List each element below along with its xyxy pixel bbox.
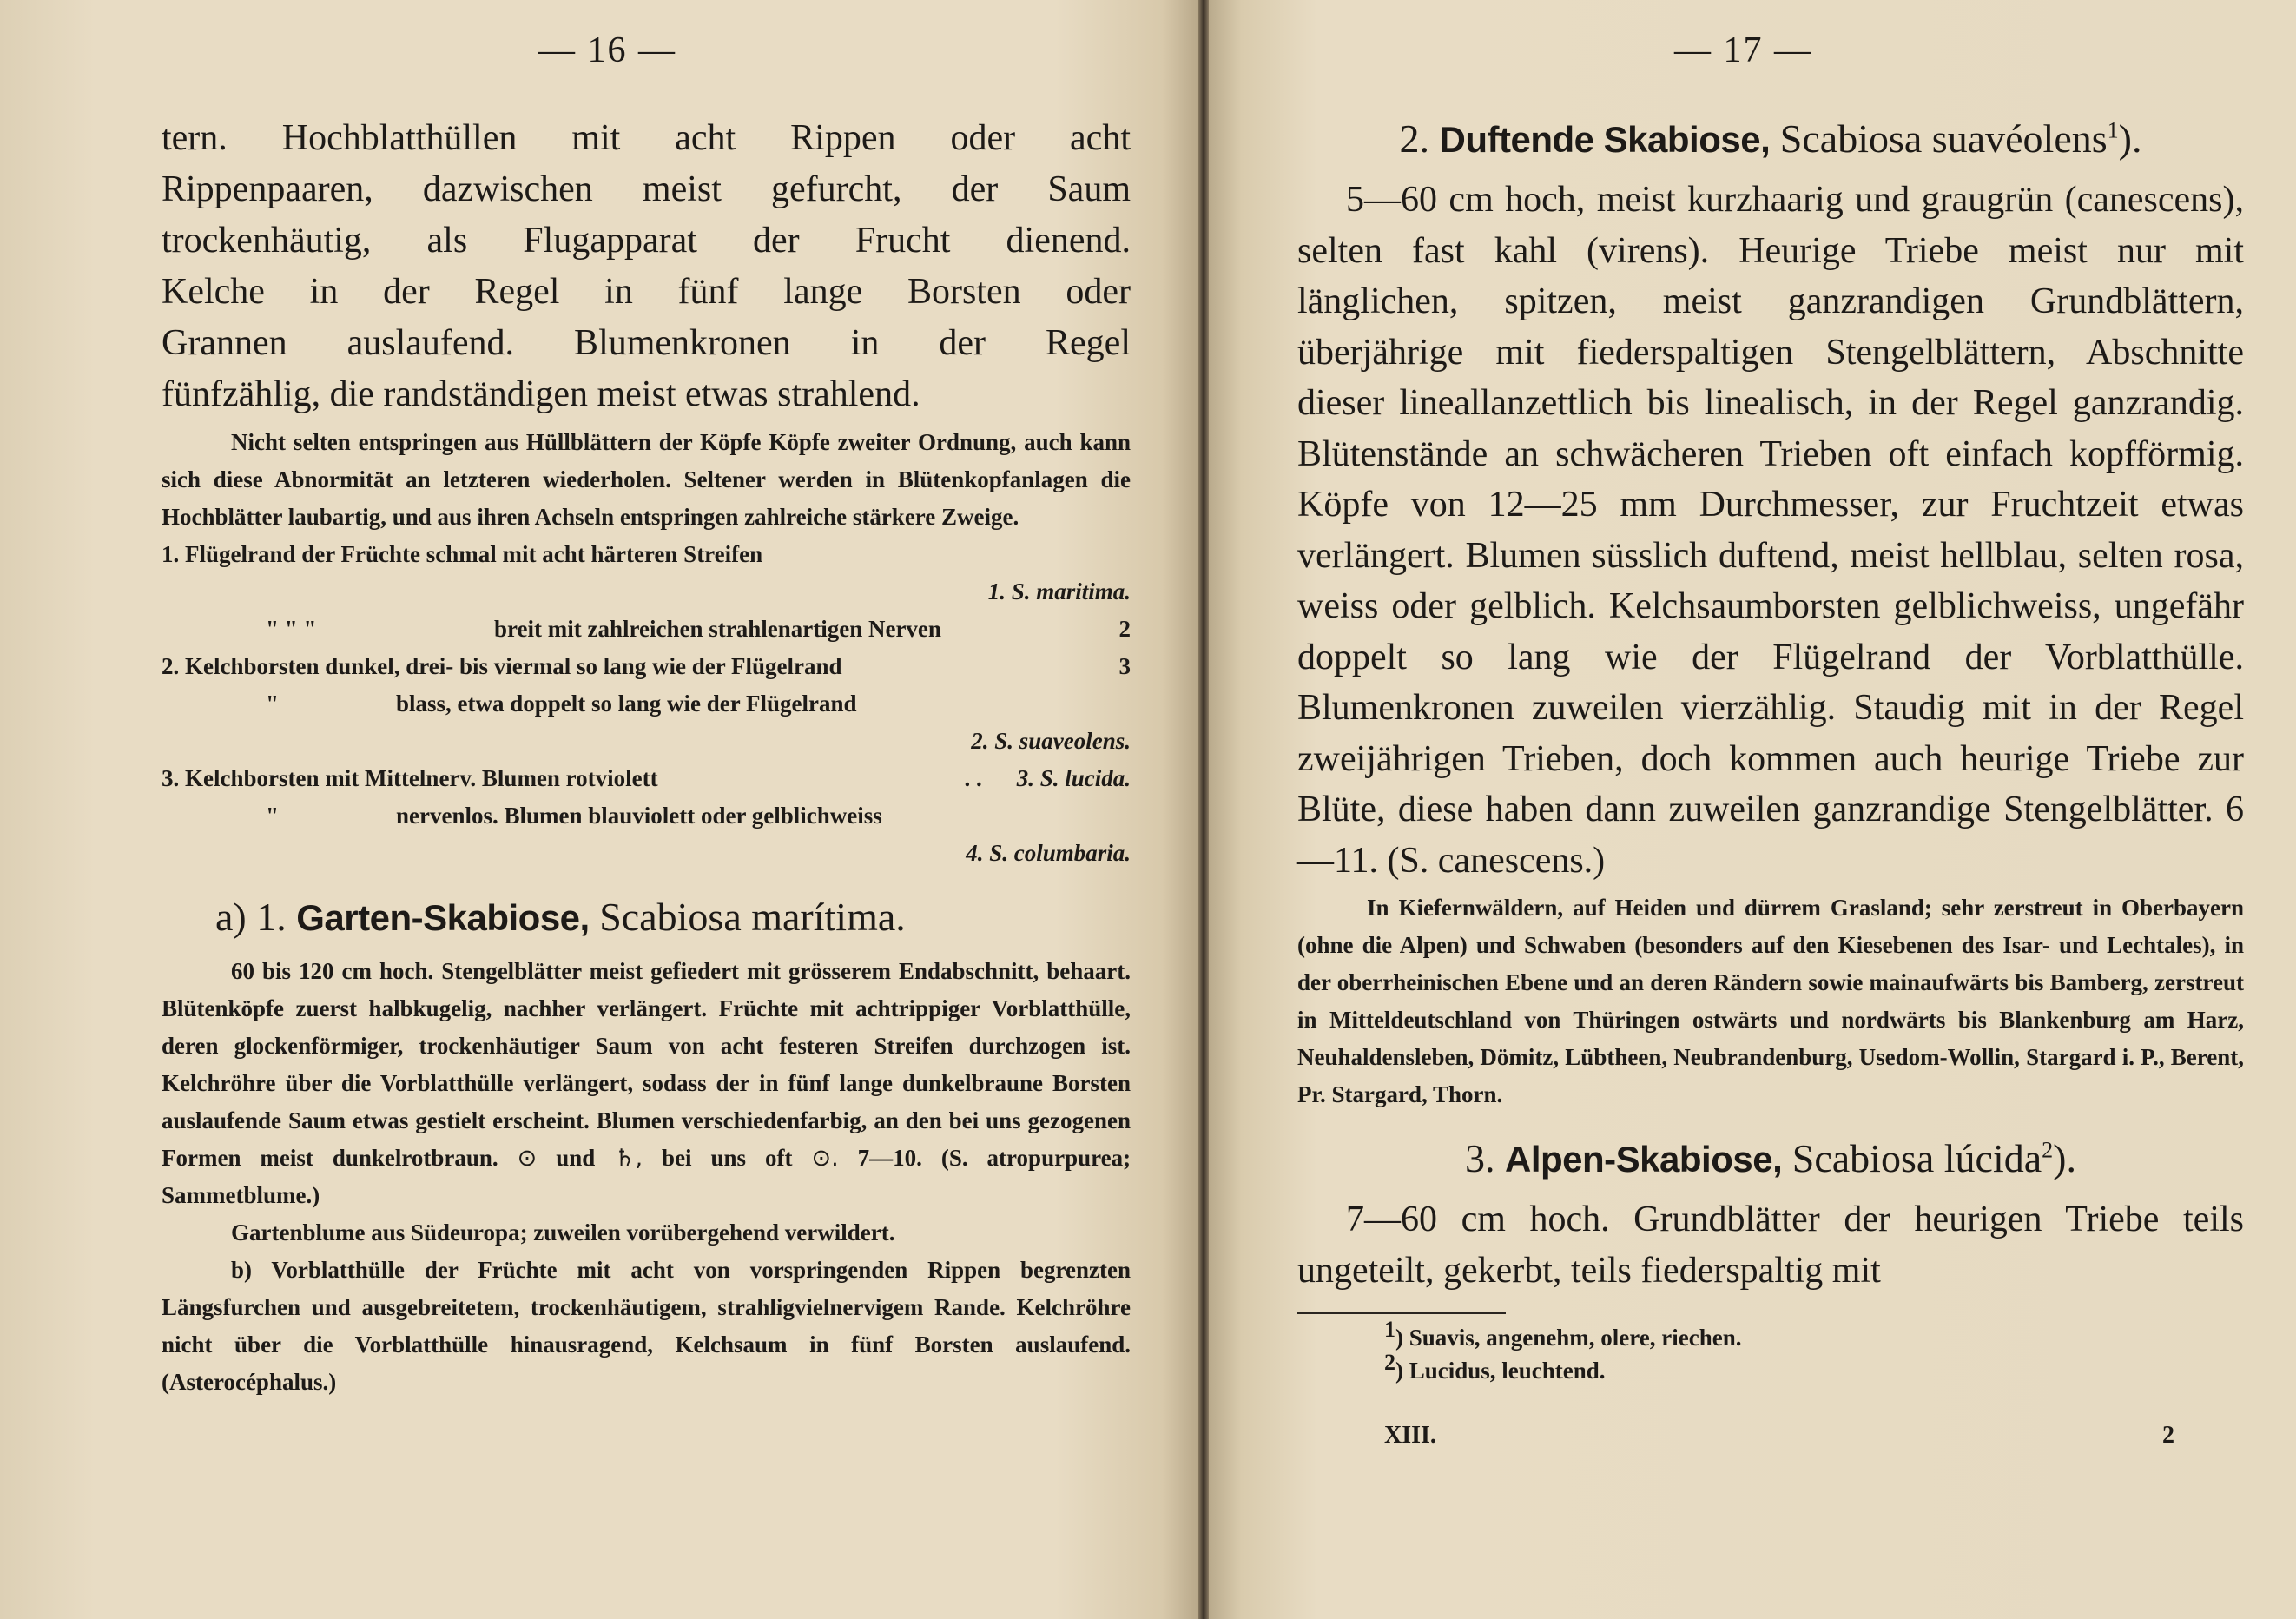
heading-number: 3. xyxy=(1464,1136,1495,1180)
intro-line: Kelche in der Regel in fünf lange Borsten oder xyxy=(162,272,1131,312)
footnote-text: ) Lucidus, leuchtend. xyxy=(1395,1358,1606,1384)
perennial-symbol-icon: ♄, xyxy=(614,1145,643,1172)
annual-symbol-icon: ⊙ xyxy=(517,1145,538,1172)
heading-suffix: ). xyxy=(2118,116,2142,161)
intro-line: fünfzählig, die randständigen meist etwas strahlend. xyxy=(162,374,920,414)
heading-name: Duftende Skabiose, xyxy=(1439,119,1771,160)
abnormity-note: Nicht selten entspringen aus Hüllblättern der Köpfe Köpfe zweiter Ordnung, auch kann sich diese Abnormität an letzteren wiederholen. Seltener werden in Blütenkopfanlagen die Hochblätter laubartig, und aus ihren Achseln entspringen zahlreiche stärkere Zweige. xyxy=(162,429,1131,530)
maritima-origin: Gartenblume aus Südeuropa; zuweilen vorübergehend verwildert. xyxy=(231,1219,895,1246)
key-result: 3. S. lucida. xyxy=(1016,765,1131,791)
footnote-divider xyxy=(1297,1312,1506,1314)
key-result: 2. S. suaveolens. xyxy=(971,728,1131,754)
intro-line: Rippenpaaren, dazwischen meist gefurcht, der Saum xyxy=(162,169,1131,209)
heading-latin: Scabiosa suavéolens xyxy=(1779,116,2108,161)
right-body xyxy=(1297,111,2244,1461)
heading-name: Garten-Skabiose, xyxy=(296,897,590,938)
key-result: 2 xyxy=(1118,616,1131,642)
key-text: 3. Kelchborsten mit Mittelnerv. Blumen rotviolett xyxy=(162,765,658,791)
intro-line: tern. Hochblatthüllen mit acht Rippen oder acht xyxy=(162,118,1131,158)
heading-suffix: ). xyxy=(2053,1136,2076,1180)
key-result: 4. S. columbaria. xyxy=(966,840,1131,866)
key-entry-1a xyxy=(162,536,1131,573)
footnote-mark: 1 xyxy=(1384,1317,1395,1342)
heading-latin: Scabiosa marítima. xyxy=(599,895,906,939)
key-text: nervenlos. Blumen blauviolett oder gelblichweiss xyxy=(396,803,882,829)
suaveolens-habitat: In Kiefernwäldern, auf Heiden und dürrem Grasland; sehr zerstreut in Oberbayern (ohne die Alpen) und Schwaben (besonders auf den Kiesebenen des Isar- und Lechtales), in der oberrheinischen Ebene und an deren Rändern sowie mainaufwärts bis Bamberg, zerstreut in Mitteldeutschland von Thüringen ostwärts und nordwärts bis Blankenburg am Harz, Neuhaldensleben, Dömitz, Lübtheen, Neubrandenburg, Usedom-Wollin, Stargard i. P., Berent, Pr. Stargard, Thorn. xyxy=(1297,895,2244,1107)
footnote-ref: 1 xyxy=(2107,117,2119,143)
key-entry-1b xyxy=(162,611,1131,648)
heading-number: 2. xyxy=(1399,116,1430,161)
ditto-marks: " xyxy=(266,803,279,829)
heading-latin: Scabiosa lúcida xyxy=(1791,1136,2042,1180)
signature-sheet: 2 xyxy=(2162,1422,2174,1449)
section-b-description: b) Vorblatthülle der Früchte mit acht von vorspringenden Rippen begrenzten Längsfurchen und ausgebreitetem, trockenhäutigem, strahligvielnervigem Rande. Kelchröhre nicht über die Vorblatthülle hinausragend, Kelchsaum in fünf Borsten auslaufend. (Asterocéphalus.) xyxy=(162,1257,1131,1395)
page-number-right: — 17 — xyxy=(1674,30,1812,70)
key-entry-2a xyxy=(162,648,1131,685)
page-number-left: — 16 — xyxy=(538,30,676,70)
book-gutter xyxy=(1198,0,1209,1619)
key-dots: . . xyxy=(964,765,982,791)
species-heading-lucida xyxy=(1297,1131,2244,1187)
left-body xyxy=(162,113,1131,1401)
footnote xyxy=(1297,1317,2244,1354)
description-text: 7—10. (S. atropurpurea; Sammetblume.) xyxy=(162,1145,1132,1208)
maritima-description xyxy=(162,953,1131,1214)
footnote-text: ) Suavis, angenehm, olere, riechen. xyxy=(1395,1325,1742,1351)
key-text: 1. Flügelrand der Früchte schmal mit acht härteren Streifen xyxy=(162,541,763,567)
key-entry-2b xyxy=(162,685,1131,723)
ditto-marks: " " " xyxy=(266,616,317,642)
suaveolens-description: 5—60 cm hoch, meist kurzhaarig und graugrün (canescens), selten fast kahl (virens). Heurige Triebe meist nur mit länglichen, spitzen, meist ganzrandigen Grundblättern, überjährige mit fiederspaltigen Stengelblättern, Abschnitte dieser lineallanzettlich bis linealisch, in der Regel ganzrandig. Blütenstände an schwächeren Trieben oft einfach kopfförmig. Köpfe von 12—25 mm Durchmesser, zur Fruchtzeit etwas verlängert. Blumen süsslich duftend, meist hellblau, selten rosa, weiss oder gelblich. Kelchsaumborsten gelblichweiss, ungefähr doppelt so lang wie der Flügelrand der Vorblatthülle. Blumenkronen zuweilen vierzählig. Staudig mit in der Regel zweijährigen Trieben, doch kommen auch heurige Triebe zur Blüte, diese haben dann zuweilen ganzrandige Stengelblätter. 6—11. (S. canescens.) xyxy=(1297,180,2244,881)
biennial-symbol-icon: ⊙. xyxy=(811,1145,839,1172)
key-text: 2. Kelchborsten dunkel, drei- bis viermal so lang wie der Flügelrand xyxy=(162,653,842,679)
footnote xyxy=(1297,1350,2244,1387)
species-heading-suaveolens xyxy=(1297,111,2244,168)
footnote-mark: 2 xyxy=(1384,1350,1395,1375)
key-result: 3 xyxy=(1118,653,1131,679)
key-entry-3b xyxy=(162,797,1131,835)
intro-line: Grannen auslaufend. Blumenkronen in der Regel xyxy=(162,323,1131,363)
description-text: und xyxy=(556,1145,596,1171)
heading-name: Alpen-Skabiose, xyxy=(1504,1139,1783,1180)
footnote-ref: 2 xyxy=(2042,1137,2054,1163)
identification-key xyxy=(162,536,1131,872)
species-heading-maritima xyxy=(162,889,1131,946)
printer-signature xyxy=(1297,1410,2244,1461)
description-text: 60 bis 120 cm hoch. Stengelblätter meist gefiedert mit grösserem Endabschnitt, behaart. Blütenköpfe zuerst halbkugelig, nachher verlängert. Früchte mit achtrippiger Vorblatthülle, deren glockenförmiger, trockenhäutiger Saum von acht festeren Streifen durchzogen ist. Kelchröhre über die Vorblatthülle verlängert, sodass der in fünf lange dunkelbraune Borsten auslaufende Saum etwas gestielt erscheint. Blumen verschiedenfarbig, an den bei uns gezogenen Formen meist dunkelrotbraun. xyxy=(162,958,1131,1171)
right-page xyxy=(1209,0,2296,1619)
description-text: bei uns oft xyxy=(662,1145,793,1171)
intro-line: trockenhäutig, als Flugapparat der Frucht dienend. xyxy=(162,221,1131,261)
key-text: breit mit zahlreichen strahlenartigen Nerven xyxy=(494,616,941,642)
heading-number: a) 1. xyxy=(215,895,287,939)
ditto-marks: " xyxy=(266,691,279,717)
key-text: blass, etwa doppelt so lang wie der Flügelrand xyxy=(396,691,857,717)
lucida-description: 7—60 cm hoch. Grundblätter der heurigen Triebe teils ungeteilt, gekerbt, teils fiederspaltig mit xyxy=(1297,1199,2244,1291)
signature-volume: XIII. xyxy=(1384,1422,1436,1449)
key-entry-3a xyxy=(162,760,1131,797)
key-result: 1. S. maritima. xyxy=(987,578,1131,605)
